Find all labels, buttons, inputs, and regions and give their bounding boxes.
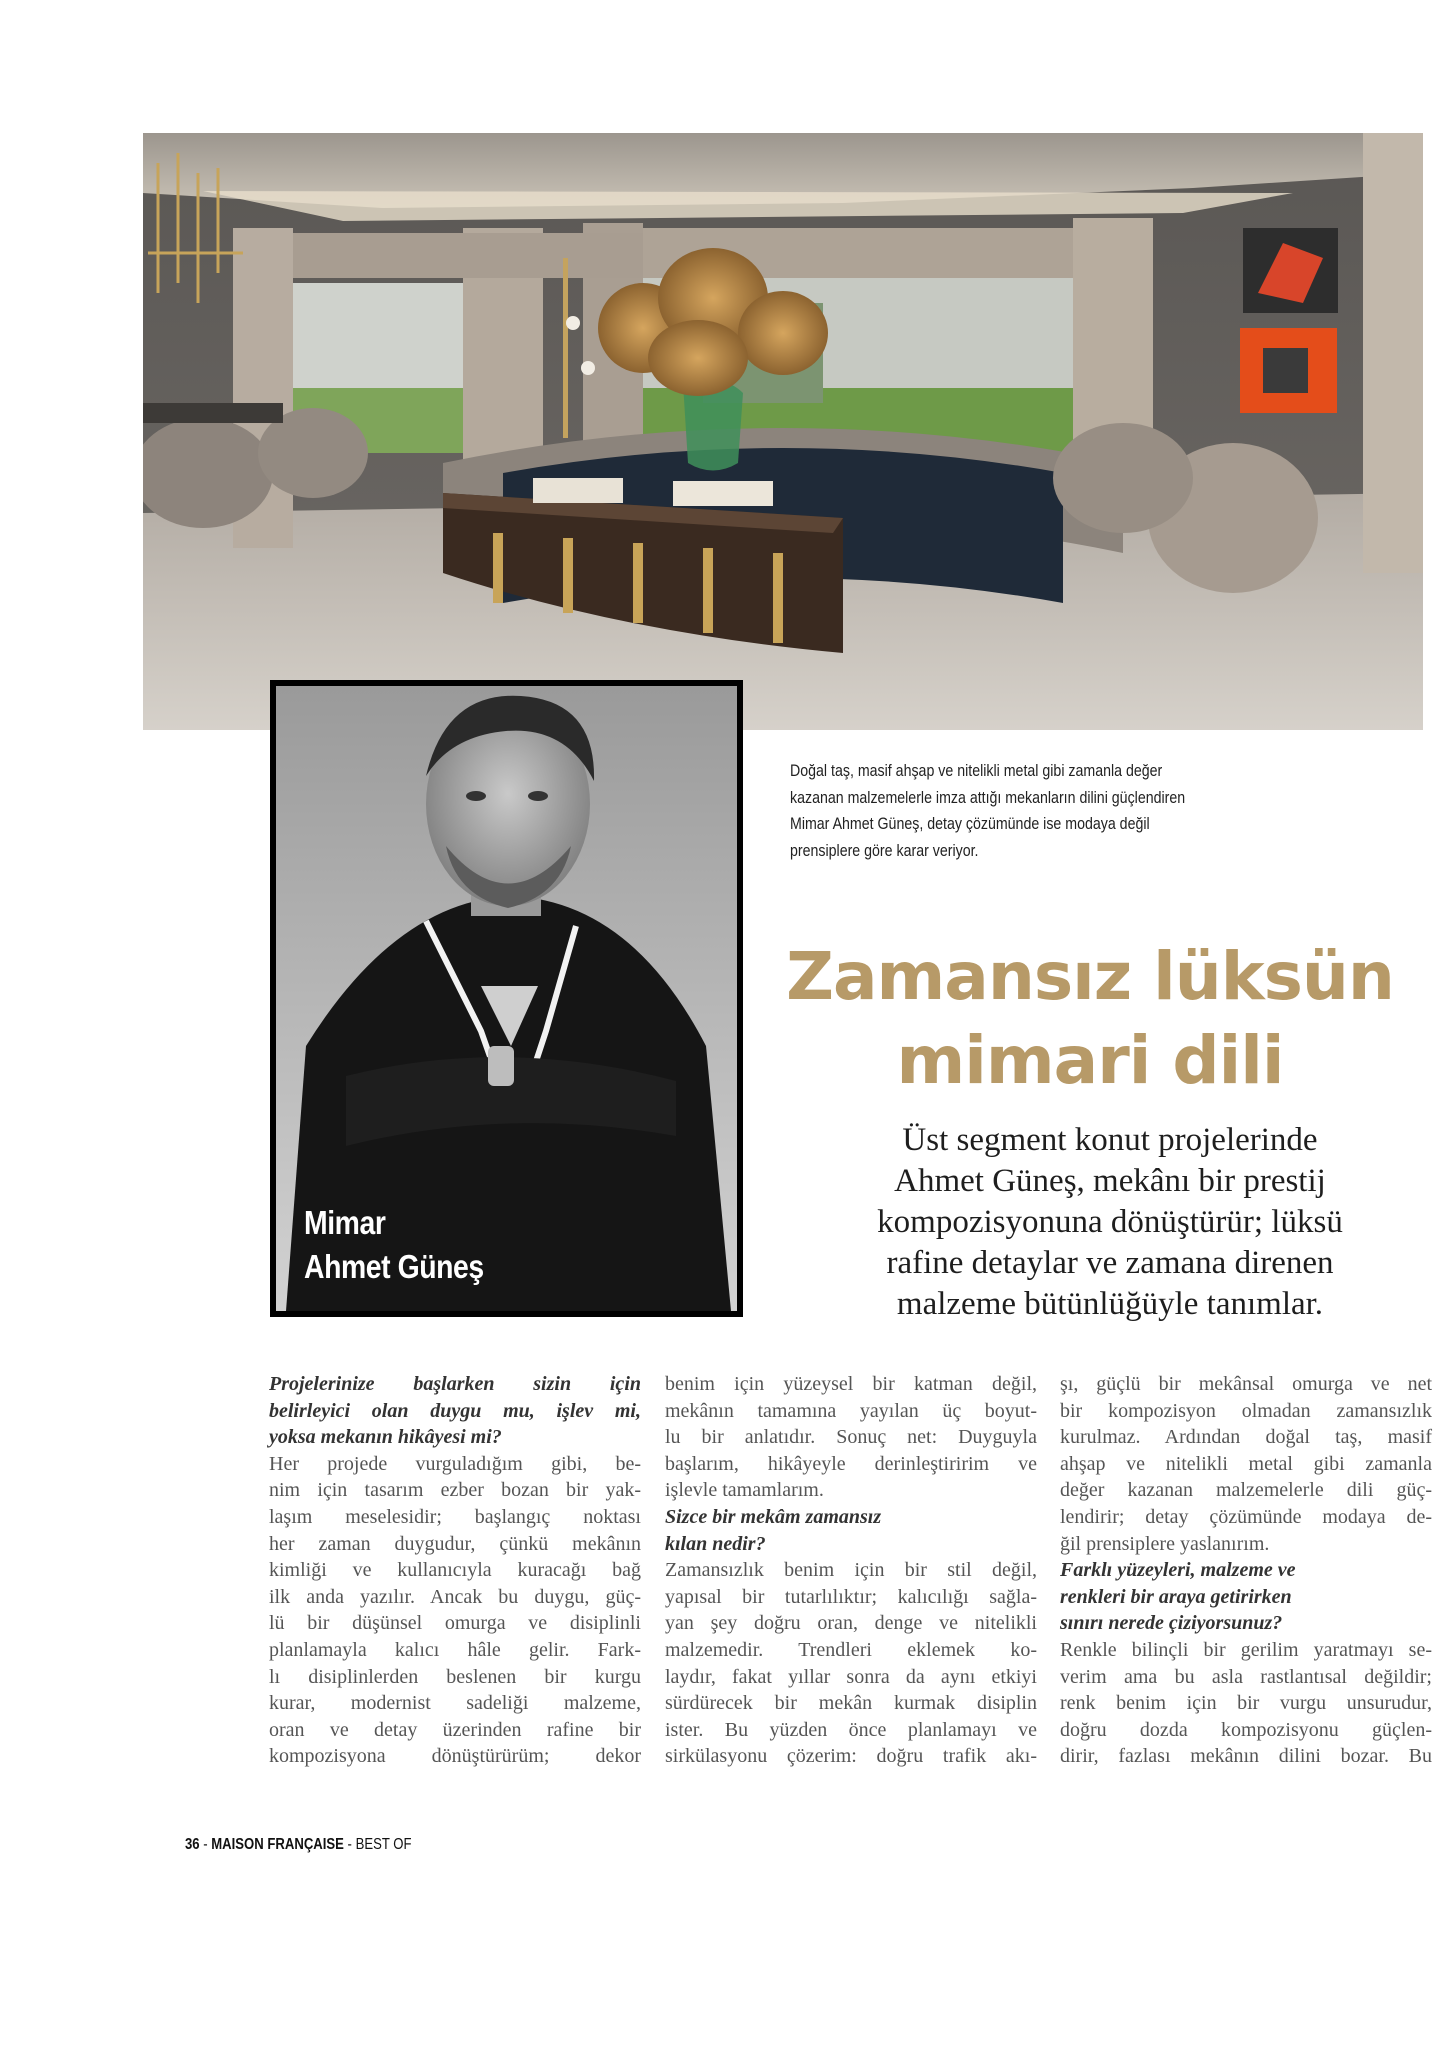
- body-line: değer kazanan malzemelerle dili güç-: [1060, 1479, 1432, 1502]
- body-line: ahşap ve nitelikli metal gibi zamanla: [1060, 1452, 1432, 1475]
- body-line: malzemedir. Trendleri eklemek ko-: [665, 1638, 1037, 1661]
- body-line: lü bir düşünsel omurga ve disiplinli: [269, 1612, 641, 1635]
- headline-line: mimari dili: [896, 1022, 1284, 1099]
- body-line: başlarım, hikâyeyle derinleştiririm ve: [665, 1452, 1037, 1475]
- caption-line: prensiplere göre karar veriyor.: [790, 841, 979, 860]
- body-line: laydır, fakat yıllar sonra da aynı etkiyi: [665, 1665, 1037, 1688]
- question-line: Farklı yüzeyleri, malzeme ve: [1060, 1559, 1296, 1582]
- architect-portrait: [270, 680, 743, 1317]
- body-line: kompozisyona dönüştürürüm; dekor: [269, 1745, 641, 1768]
- article-deck: [800, 1120, 1420, 1325]
- question-line: renkleri bir araya getirirken: [1060, 1585, 1292, 1608]
- page-footer: [185, 1836, 411, 1854]
- body-line: sirkülasyonu çözerim: doğru trafik akı-: [665, 1745, 1037, 1768]
- portrait-name: [304, 1201, 484, 1289]
- body-line: mekânın tamamına yayılan üç boyut-: [665, 1399, 1037, 1422]
- magazine-name: MAISON FRANÇAISE: [211, 1836, 344, 1853]
- headline-line: Zamansız lüksün: [786, 938, 1394, 1015]
- body-line: yapısal bir tutarlılıktır; kalıcılığı sağla-: [665, 1585, 1037, 1608]
- body-line: oran ve detay üzerinden rafine bir: [269, 1718, 641, 1741]
- body-line: lı disiplinlerden beslenen bir kurgu: [269, 1665, 641, 1688]
- body-column-2: [665, 1371, 1037, 1770]
- footer-separator: -: [343, 1836, 356, 1853]
- body-line: Her projede vurguladığım gibi, be-: [269, 1452, 641, 1475]
- caption-line: kazanan malzemelerle imza attığı mekanların dilini güçlendiren: [790, 788, 1186, 807]
- body-line: lendirir; detay çözümünde modaya de-: [1060, 1505, 1432, 1528]
- body-line: renk benim için bir vurgu unsurudur,: [1060, 1692, 1432, 1715]
- article-headline: [770, 935, 1410, 1103]
- body-line: nim için tasarım ezber bozan bir yak-: [269, 1479, 641, 1502]
- body-line: verim ama bu asla rastlantısal değildir;: [1060, 1665, 1432, 1688]
- body-line: ğil prensiplere yaslanırım.: [1060, 1532, 1270, 1555]
- body-line: işlevle tamamlarım.: [665, 1479, 824, 1502]
- question-line: belirleyici olan duygu mu, işlev mi,: [269, 1399, 641, 1422]
- body-line: laşım meselesidir; başlangıç noktası: [269, 1505, 641, 1528]
- portrait-name-line: Ahmet Güneş: [304, 1248, 484, 1285]
- deck-line: Üst segment konut projelerinde: [902, 1122, 1318, 1158]
- body-line: doğru dozda kompozisyonu güçlen-: [1060, 1718, 1432, 1741]
- body-line: Renkle bilinçli bir gerilim yaratmayı se-: [1060, 1638, 1432, 1661]
- body-line: dirir, fazlası mekânın dilini bozar. Bu: [1060, 1745, 1432, 1768]
- body-column-3: [1060, 1371, 1432, 1770]
- body-line: kurar, modernist sadeliği malzeme,: [269, 1692, 641, 1715]
- body-line: sürdürecek bir mekân kurmak disiplin: [665, 1692, 1037, 1715]
- question-line: sınırı nerede çiziyorsunuz?: [1060, 1612, 1283, 1635]
- deck-line: malzeme bütünlüğüyle tanımlar.: [896, 1286, 1324, 1322]
- body-column-1: [269, 1371, 641, 1770]
- question-line: yoksa mekanın hikâyesi mi?: [269, 1426, 502, 1449]
- body-line: ister. Bu yüzden önce planlamayı ve: [665, 1718, 1037, 1741]
- body-line: ilk anda yazılır. Ancak bu duygu, güç-: [269, 1585, 641, 1608]
- question-line: Projelerinize başlarken sizin için: [269, 1373, 641, 1395]
- body-line: kurulmaz. Ardından doğal taş, masif: [1060, 1426, 1432, 1449]
- portrait-name-line: Mimar: [304, 1204, 386, 1241]
- body-line: planlamayla kalıcı hâle gelir. Fark-: [269, 1638, 641, 1661]
- body-line: Zamansızlık benim için bir stil değil,: [665, 1559, 1037, 1582]
- caption-line: Mimar Ahmet Güneş, detay çözümünde ise modaya değil: [790, 815, 1150, 833]
- section-name: BEST OF: [355, 1836, 412, 1853]
- question-line: Sizce bir mekâm zamansız: [665, 1505, 882, 1528]
- deck-line: Ahmet Güneş, mekânı bir prestij: [894, 1163, 1326, 1199]
- body-line: benim için yüzeysel bir katman değil,: [665, 1373, 1037, 1395]
- interior-photo: [143, 133, 1423, 730]
- page-number: 36: [185, 1836, 200, 1853]
- body-line: kimliği ve kullanıcıyla kuracağı bağ: [269, 1559, 641, 1582]
- caption-line: Doğal taş, masif ahşap ve nitelikli metal gibi zamanla değer: [790, 762, 1163, 780]
- body-line: yan şey doğru oran, denge ve nitelikli: [665, 1612, 1037, 1635]
- body-line: lu bir anlatıdır. Sonuç net: Duyguyla: [665, 1426, 1037, 1449]
- footer-separator: -: [199, 1836, 212, 1853]
- body-line: şı, güçlü bir mekânsal omurga ve net: [1060, 1373, 1432, 1395]
- body-line: bir kompozisyon olmadan zamansızlık: [1060, 1399, 1432, 1422]
- body-line: her zaman duygudur, çünkü mekânın: [269, 1532, 641, 1555]
- deck-line: kompozisyonuna dönüştürür; lüksü: [877, 1204, 1343, 1240]
- question-line: kılan nedir?: [665, 1532, 766, 1555]
- deck-line: rafine detaylar ve zamana direnen: [886, 1245, 1334, 1281]
- photo-caption: [790, 758, 1186, 864]
